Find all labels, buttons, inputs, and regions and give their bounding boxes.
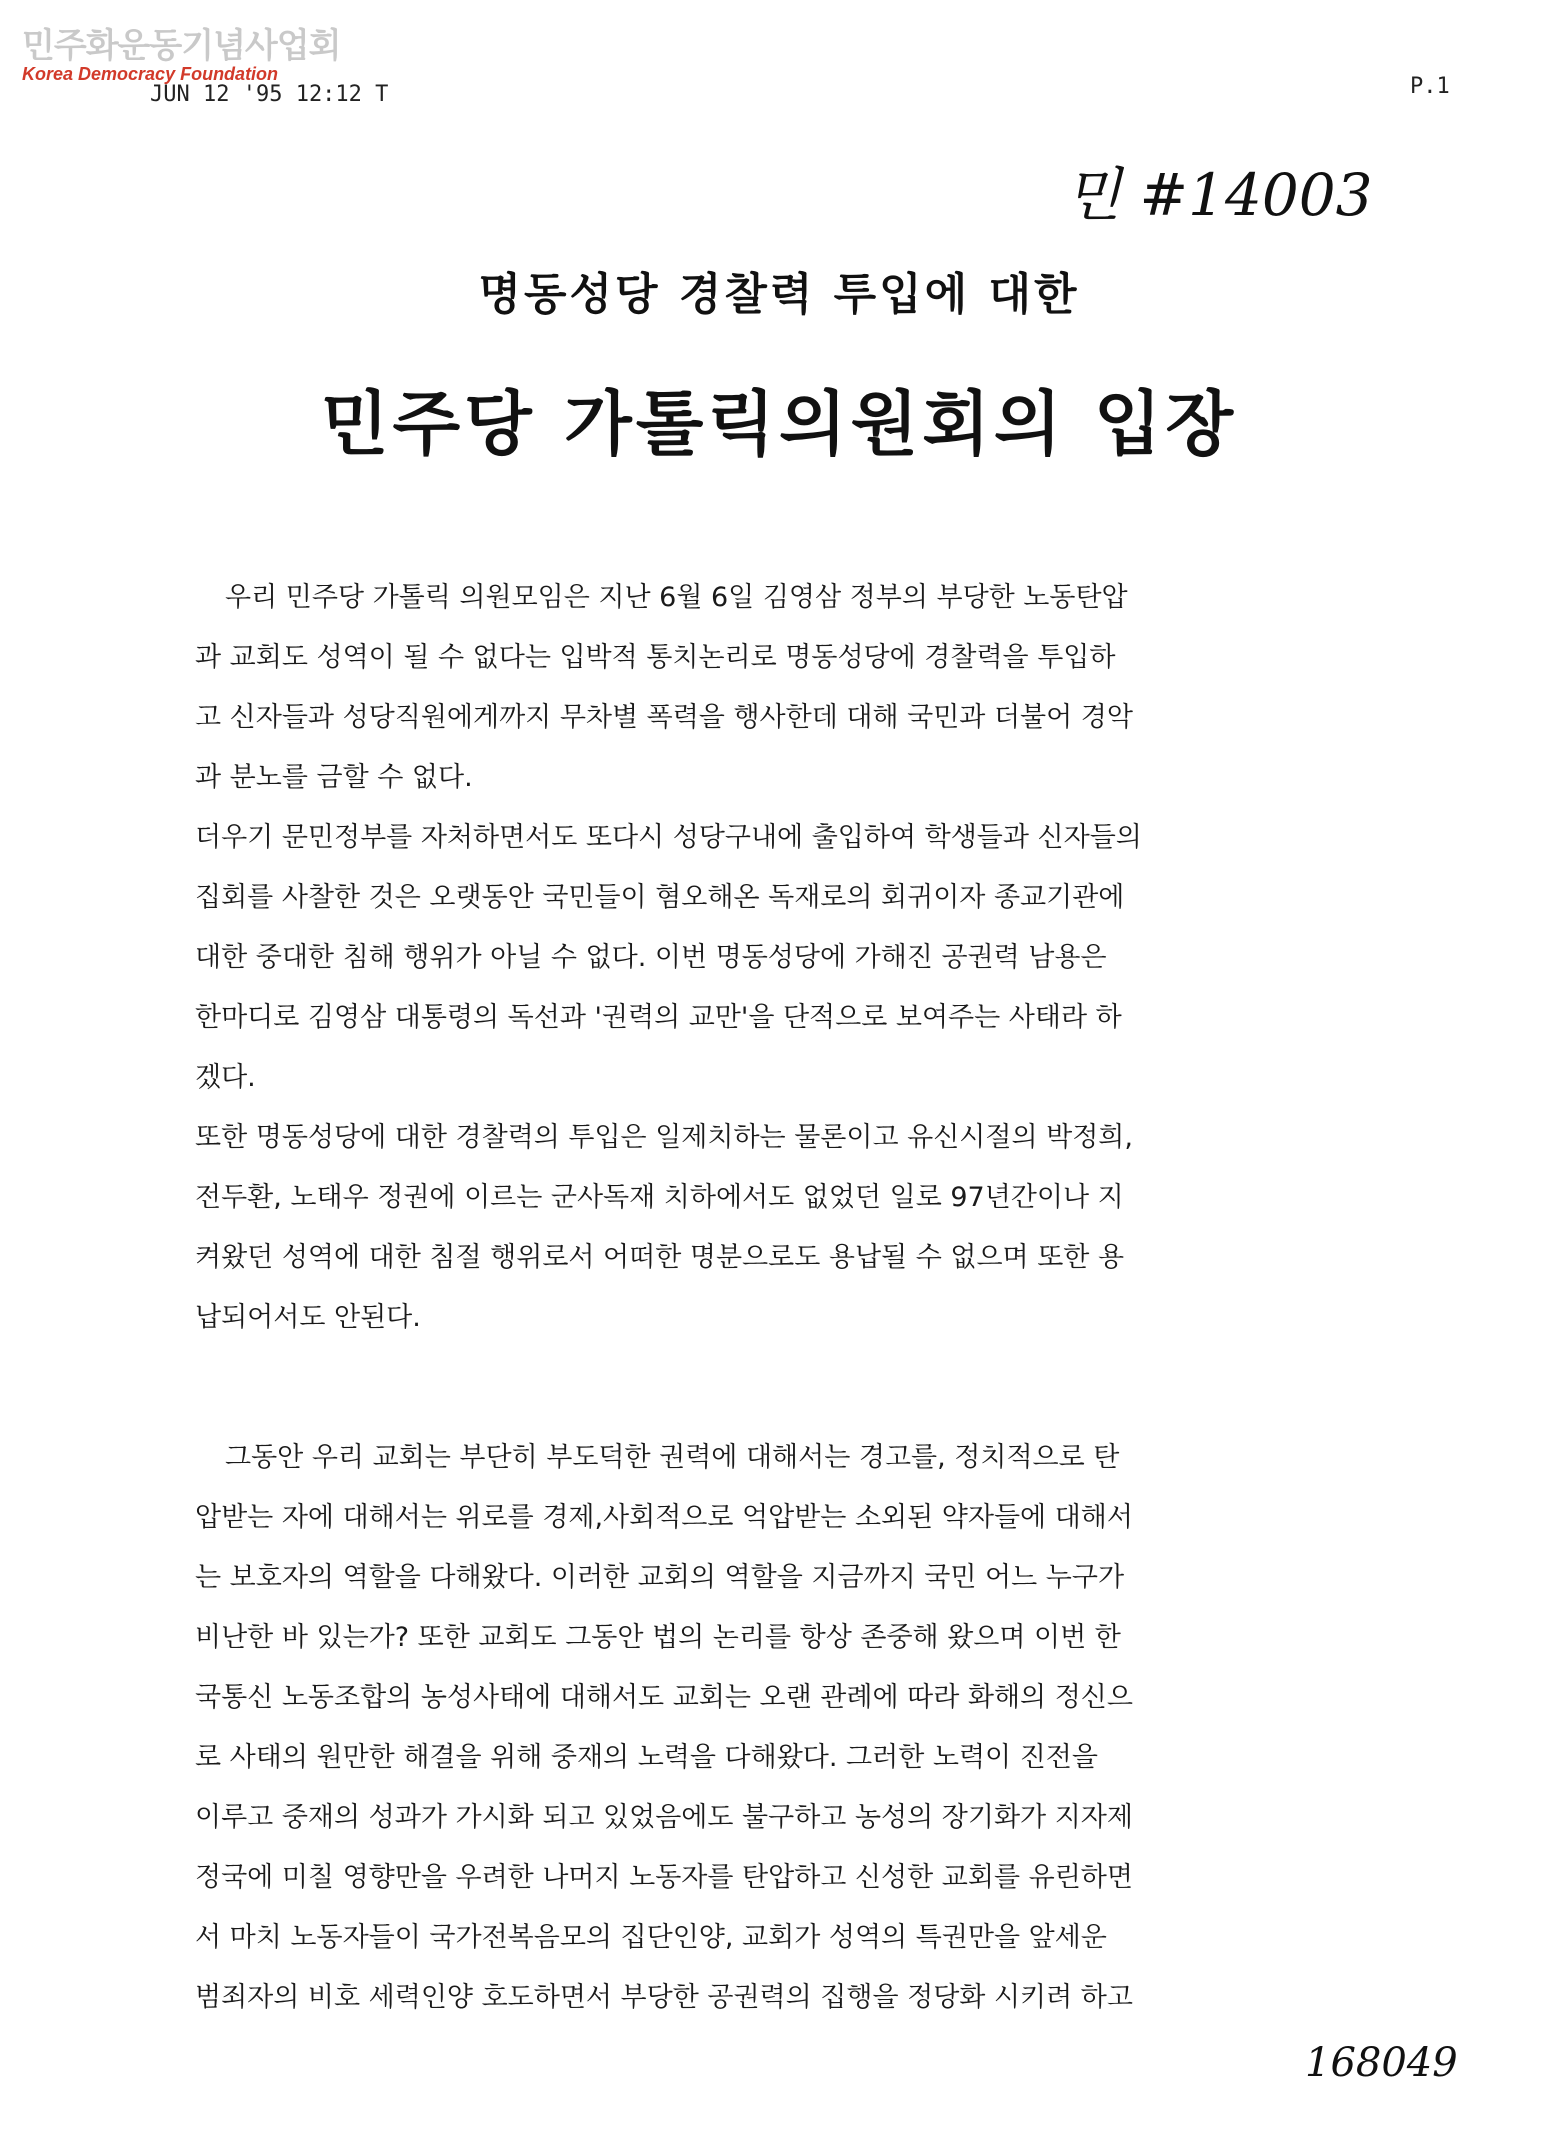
text-line: 국통신 노동조합의 농성사태에 대해서도 교회는 오랜 관례에 따라 화해의 정신으 xyxy=(195,1682,1133,1713)
text-line: 그동안 우리 교회는 부단히 부도덕한 권력에 대해서는 경고를, 정치적으로 탄 xyxy=(225,1442,1120,1473)
document-subtitle: 명동성당 경찰력 투입에 대한 xyxy=(478,269,1080,320)
page-number: P.1 xyxy=(1410,74,1450,99)
text-line: 서 마치 노동자들이 국가전복음모의 집단인양, 교회가 성역의 특권만을 앞세운 xyxy=(195,1922,1107,1953)
text-line: 범죄자의 비호 세력인양 호도하면서 부당한 공권력의 집행을 정당화 시키려 하고 xyxy=(195,1982,1133,2013)
text-line: 비난한 바 있는가? 또한 교회도 그동안 법의 논리를 항상 존중해 왔으며 이번 한 xyxy=(195,1622,1121,1653)
text-line: 또한 명동성당에 대한 경찰력의 투입은 일제치하는 물론이고 유신시절의 박정희, xyxy=(195,1122,1133,1153)
text-line: 로 사태의 원만한 해결을 위해 중재의 노력을 다해왔다. 그러한 노력이 진전을 xyxy=(195,1742,1098,1773)
paragraph-2 xyxy=(195,1428,1345,2028)
text-line: 납되어서도 안된다. xyxy=(195,1302,421,1333)
watermark-english: Korea Democracy Foundation xyxy=(22,64,279,84)
paragraph-1 xyxy=(195,568,1345,1348)
text-line: 압받는 자에 대해서는 위로를 경제,사회적으로 억압받는 소외된 약자들에 대해서 xyxy=(195,1502,1133,1533)
text-line: 대한 중대한 침해 행위가 아닐 수 없다. 이번 명동성당에 가해진 공권력 남용은 xyxy=(195,942,1107,973)
document-title: 민주당 가톨릭의원회의 입장 xyxy=(320,383,1238,465)
text-line: 고 신자들과 성당직원에게까지 무차별 폭력을 행사한데 대해 국민과 더불어 경악 xyxy=(195,702,1133,733)
fax-header: JUN 12 '95 12:12 T xyxy=(150,82,389,107)
handwritten-doc-number: 민 #14003 xyxy=(1065,161,1373,229)
text-line: 우리 민주당 가톨릭 의원모임은 지난 6월 6일 김영삼 정부의 부당한 노동탄압 xyxy=(225,582,1128,613)
text-line: 켜왔던 성역에 대한 침절 행위로서 어떠한 명분으로도 용납될 수 없으며 또한 용 xyxy=(195,1242,1125,1273)
text-line: 한마디로 김영삼 대통령의 독선과 '권력의 교만'을 단적으로 보여주는 사태라 하 xyxy=(195,1002,1122,1033)
handwritten-archive-number: 168049 xyxy=(1305,2040,1458,2086)
text-line: 과 분노를 금할 수 없다. xyxy=(195,762,473,793)
text-line: 전두환, 노태우 정권에 이르는 군사독재 치하에서도 없었던 일로 97년간이나 지 xyxy=(195,1182,1124,1213)
document-body xyxy=(195,568,1345,2028)
text-line: 집회를 사찰한 것은 오랫동안 국민들이 혐오해온 독재로의 회귀이자 종교기관에 xyxy=(195,882,1125,913)
text-line: 정국에 미칠 영향만을 우려한 나머지 노동자를 탄압하고 신성한 교회를 유린하면 xyxy=(195,1862,1133,1893)
text-line: 과 교회도 성역이 될 수 없다는 입박적 통치논리로 명동성당에 경찰력을 투입하 xyxy=(195,642,1116,673)
text-line: 더우기 문민정부를 자처하면서도 또다시 성당구내에 출입하여 학생들과 신자들의 xyxy=(195,822,1142,853)
text-line: 이루고 중재의 성과가 가시화 되고 있었음에도 불구하고 농성의 장기화가 지자제 xyxy=(195,1802,1133,1833)
text-line: 겠다. xyxy=(195,1062,256,1093)
text-line: 는 보호자의 역할을 다해왔다. 이러한 교회의 역할을 지금까지 국민 어느 누구가 xyxy=(195,1562,1125,1593)
watermark-korean: 민주화운동기념사업회 xyxy=(22,26,341,66)
